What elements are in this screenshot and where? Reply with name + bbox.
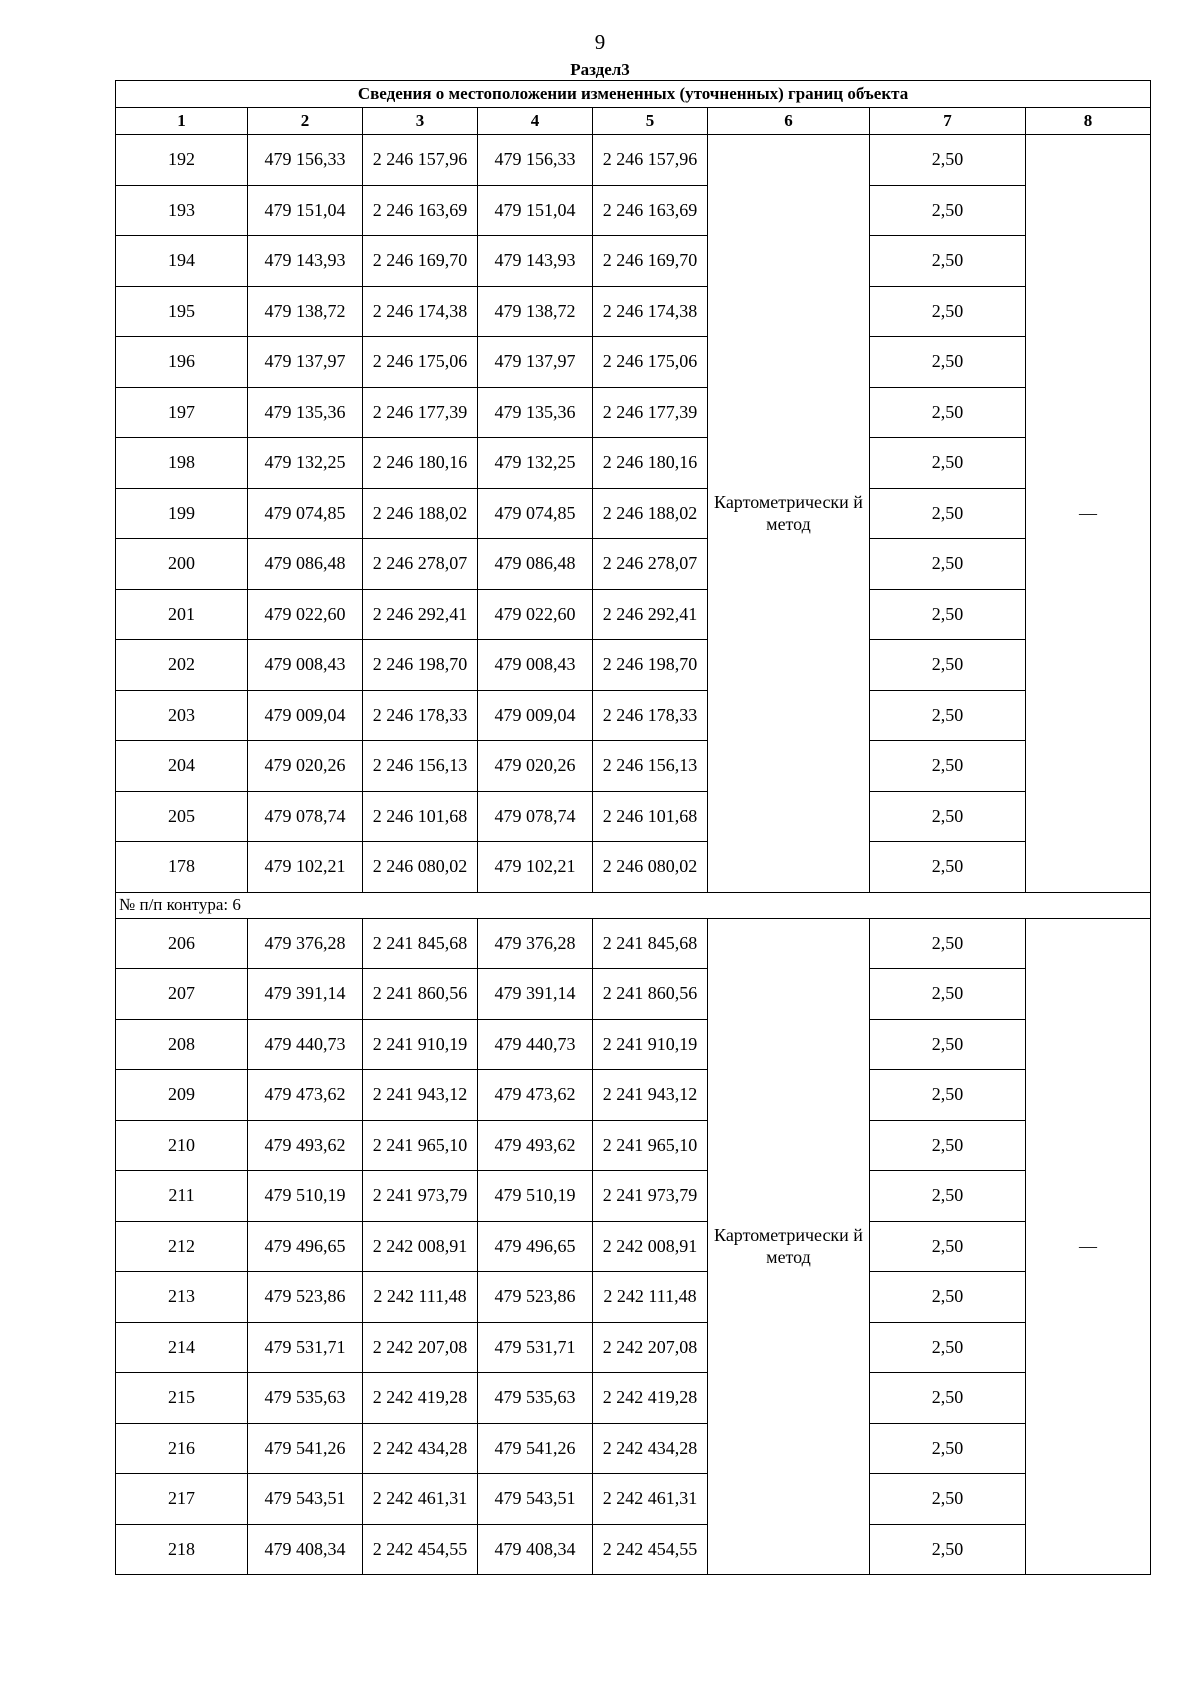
x-new: 479 086,48 [478, 539, 593, 590]
x-new: 479 132,25 [478, 438, 593, 489]
x-new: 479 151,04 [478, 185, 593, 236]
x-existing: 479 541,26 [248, 1423, 363, 1474]
column-header-6: 6 [708, 108, 870, 135]
precision-value: 2,50 [870, 1120, 1026, 1171]
precision-value: 2,50 [870, 539, 1026, 590]
y-existing: 2 241 845,68 [363, 918, 478, 969]
table-row [116, 236, 1151, 287]
table-row [116, 135, 1151, 186]
point-number: 211 [116, 1171, 248, 1222]
table-row [116, 842, 1151, 893]
y-existing: 2 242 419,28 [363, 1373, 478, 1424]
table-row [116, 1171, 1151, 1222]
table-row [116, 1474, 1151, 1525]
table-row [116, 1423, 1151, 1474]
point-number: 194 [116, 236, 248, 287]
point-number: 217 [116, 1474, 248, 1525]
precision-value: 2,50 [870, 286, 1026, 337]
y-new: 2 246 169,70 [593, 236, 708, 287]
point-number: 216 [116, 1423, 248, 1474]
y-new: 2 246 174,38 [593, 286, 708, 337]
table-row [116, 1070, 1151, 1121]
y-existing: 2 241 910,19 [363, 1019, 478, 1070]
point-number: 213 [116, 1272, 248, 1323]
point-number: 204 [116, 741, 248, 792]
x-existing: 479 531,71 [248, 1322, 363, 1373]
y-new: 2 246 188,02 [593, 488, 708, 539]
x-existing: 479 074,85 [248, 488, 363, 539]
point-number: 205 [116, 791, 248, 842]
table-row [116, 286, 1151, 337]
y-existing: 2 246 157,96 [363, 135, 478, 186]
point-number: 202 [116, 640, 248, 691]
x-new: 479 543,51 [478, 1474, 593, 1525]
table-row [116, 918, 1151, 969]
precision-value: 2,50 [870, 185, 1026, 236]
x-existing: 479 535,63 [248, 1373, 363, 1424]
precision-value: 2,50 [870, 842, 1026, 893]
column-header-2: 2 [248, 108, 363, 135]
precision-value: 2,50 [870, 488, 1026, 539]
y-existing: 2 246 169,70 [363, 236, 478, 287]
y-existing: 2 246 292,41 [363, 589, 478, 640]
point-number: 178 [116, 842, 248, 893]
x-existing: 479 493,62 [248, 1120, 363, 1171]
y-existing: 2 241 860,56 [363, 969, 478, 1020]
contour-row [116, 892, 1151, 918]
table-row [116, 741, 1151, 792]
point-number: 195 [116, 286, 248, 337]
precision-value: 2,50 [870, 791, 1026, 842]
table-row [116, 791, 1151, 842]
precision-value: 2,50 [870, 969, 1026, 1020]
precision-value: 2,50 [870, 589, 1026, 640]
x-new: 479 137,97 [478, 337, 593, 388]
y-existing: 2 246 080,02 [363, 842, 478, 893]
page-number: 9 [594, 30, 606, 54]
y-new: 2 246 177,39 [593, 387, 708, 438]
x-new: 479 143,93 [478, 236, 593, 287]
y-existing: 2 246 175,06 [363, 337, 478, 388]
y-new: 2 241 965,10 [593, 1120, 708, 1171]
point-number: 214 [116, 1322, 248, 1373]
point-number: 208 [116, 1019, 248, 1070]
precision-value: 2,50 [870, 135, 1026, 186]
x-new: 479 009,04 [478, 690, 593, 741]
precision-value: 2,50 [870, 1272, 1026, 1323]
x-new: 479 473,62 [478, 1070, 593, 1121]
x-existing: 479 408,34 [248, 1524, 363, 1575]
table-body [116, 135, 1151, 1575]
x-new: 479 531,71 [478, 1322, 593, 1373]
point-number: 192 [116, 135, 248, 186]
table-row [116, 539, 1151, 590]
precision-value: 2,50 [870, 1322, 1026, 1373]
precision-value: 2,50 [870, 690, 1026, 741]
table-row [116, 969, 1151, 1020]
table-row [116, 690, 1151, 741]
table-row [116, 1524, 1151, 1575]
column-header-row [116, 108, 1151, 135]
point-number: 207 [116, 969, 248, 1020]
y-new: 2 242 207,08 [593, 1322, 708, 1373]
point-number: 215 [116, 1373, 248, 1424]
y-new: 2 246 292,41 [593, 589, 708, 640]
x-existing: 479 086,48 [248, 539, 363, 590]
x-existing: 479 009,04 [248, 690, 363, 741]
x-existing: 479 022,60 [248, 589, 363, 640]
y-new: 2 241 943,12 [593, 1070, 708, 1121]
table-row [116, 1221, 1151, 1272]
table-row [116, 589, 1151, 640]
y-existing: 2 246 174,38 [363, 286, 478, 337]
precision-value: 2,50 [870, 1524, 1026, 1575]
y-new: 2 246 175,06 [593, 337, 708, 388]
y-new: 2 246 278,07 [593, 539, 708, 590]
x-existing: 479 151,04 [248, 185, 363, 236]
point-number: 218 [116, 1524, 248, 1575]
column-8-cell: — [1026, 918, 1151, 1575]
point-number: 203 [116, 690, 248, 741]
precision-value: 2,50 [870, 918, 1026, 969]
precision-value: 2,50 [870, 438, 1026, 489]
column-header-4: 4 [478, 108, 593, 135]
x-new: 479 022,60 [478, 589, 593, 640]
x-existing: 479 143,93 [248, 236, 363, 287]
y-new: 2 242 419,28 [593, 1373, 708, 1424]
table-row [116, 438, 1151, 489]
x-new: 479 020,26 [478, 741, 593, 792]
x-existing: 479 496,65 [248, 1221, 363, 1272]
x-new: 479 074,85 [478, 488, 593, 539]
precision-value: 2,50 [870, 640, 1026, 691]
point-number: 200 [116, 539, 248, 590]
y-new: 2 241 845,68 [593, 918, 708, 969]
y-new: 2 246 163,69 [593, 185, 708, 236]
method-cell: Картометрически й метод [708, 135, 870, 893]
y-existing: 2 246 178,33 [363, 690, 478, 741]
x-new: 479 102,21 [478, 842, 593, 893]
point-number: 201 [116, 589, 248, 640]
coordinates-table [115, 80, 1151, 1575]
x-existing: 479 391,14 [248, 969, 363, 1020]
column-header-1: 1 [116, 108, 248, 135]
y-new: 2 242 008,91 [593, 1221, 708, 1272]
y-existing: 2 241 973,79 [363, 1171, 478, 1222]
y-existing: 2 246 101,68 [363, 791, 478, 842]
x-new: 479 138,72 [478, 286, 593, 337]
column-header-3: 3 [363, 108, 478, 135]
table-row [116, 640, 1151, 691]
y-new: 2 242 434,28 [593, 1423, 708, 1474]
x-new: 479 008,43 [478, 640, 593, 691]
y-new: 2 246 198,70 [593, 640, 708, 691]
column-8-cell: — [1026, 135, 1151, 893]
point-number: 196 [116, 337, 248, 388]
precision-value: 2,50 [870, 1423, 1026, 1474]
y-existing: 2 242 111,48 [363, 1272, 478, 1323]
y-new: 2 246 156,13 [593, 741, 708, 792]
precision-value: 2,50 [870, 741, 1026, 792]
y-new: 2 246 180,16 [593, 438, 708, 489]
y-new: 2 246 101,68 [593, 791, 708, 842]
y-existing: 2 246 188,02 [363, 488, 478, 539]
table-row [116, 1272, 1151, 1323]
y-existing: 2 242 434,28 [363, 1423, 478, 1474]
x-new: 479 391,14 [478, 969, 593, 1020]
x-existing: 479 156,33 [248, 135, 363, 186]
y-existing: 2 242 207,08 [363, 1322, 478, 1373]
x-new: 479 408,34 [478, 1524, 593, 1575]
x-existing: 479 138,72 [248, 286, 363, 337]
x-new: 479 493,62 [478, 1120, 593, 1171]
point-number: 197 [116, 387, 248, 438]
table-row [116, 1019, 1151, 1070]
point-number: 206 [116, 918, 248, 969]
point-number: 199 [116, 488, 248, 539]
x-existing: 479 510,19 [248, 1171, 363, 1222]
x-new: 479 440,73 [478, 1019, 593, 1070]
precision-value: 2,50 [870, 1373, 1026, 1424]
point-number: 210 [116, 1120, 248, 1171]
column-header-5: 5 [593, 108, 708, 135]
table-row [116, 1373, 1151, 1424]
table-row [116, 488, 1151, 539]
x-new: 479 510,19 [478, 1171, 593, 1222]
table-row [116, 1120, 1151, 1171]
table-row [116, 387, 1151, 438]
x-existing: 479 020,26 [248, 741, 363, 792]
y-new: 2 246 157,96 [593, 135, 708, 186]
x-existing: 479 135,36 [248, 387, 363, 438]
point-number: 193 [116, 185, 248, 236]
y-existing: 2 242 454,55 [363, 1524, 478, 1575]
precision-value: 2,50 [870, 1221, 1026, 1272]
x-new: 479 078,74 [478, 791, 593, 842]
y-existing: 2 246 180,16 [363, 438, 478, 489]
y-new: 2 242 454,55 [593, 1524, 708, 1575]
column-header-7: 7 [870, 108, 1026, 135]
y-existing: 2 241 943,12 [363, 1070, 478, 1121]
y-new: 2 241 973,79 [593, 1171, 708, 1222]
y-existing: 2 242 008,91 [363, 1221, 478, 1272]
x-existing: 479 440,73 [248, 1019, 363, 1070]
x-new: 479 535,63 [478, 1373, 593, 1424]
precision-value: 2,50 [870, 1070, 1026, 1121]
precision-value: 2,50 [870, 236, 1026, 287]
x-existing: 479 543,51 [248, 1474, 363, 1525]
x-new: 479 496,65 [478, 1221, 593, 1272]
x-new: 479 523,86 [478, 1272, 593, 1323]
x-existing: 479 523,86 [248, 1272, 363, 1323]
point-number: 212 [116, 1221, 248, 1272]
x-existing: 479 102,21 [248, 842, 363, 893]
x-existing: 479 078,74 [248, 791, 363, 842]
point-number: 198 [116, 438, 248, 489]
precision-value: 2,50 [870, 337, 1026, 388]
contour-label: № п/п контура: 6 [116, 892, 1151, 918]
x-new: 479 156,33 [478, 135, 593, 186]
section-title: Раздел3 [570, 60, 630, 79]
y-existing: 2 246 177,39 [363, 387, 478, 438]
x-existing: 479 137,97 [248, 337, 363, 388]
point-number: 209 [116, 1070, 248, 1121]
x-new: 479 541,26 [478, 1423, 593, 1474]
y-new: 2 241 910,19 [593, 1019, 708, 1070]
y-new: 2 242 461,31 [593, 1474, 708, 1525]
precision-value: 2,50 [870, 1474, 1026, 1525]
method-cell: Картометрически й метод [708, 918, 870, 1575]
y-new: 2 242 111,48 [593, 1272, 708, 1323]
x-existing: 479 376,28 [248, 918, 363, 969]
y-existing: 2 246 278,07 [363, 539, 478, 590]
y-existing: 2 241 965,10 [363, 1120, 478, 1171]
precision-value: 2,50 [870, 1171, 1026, 1222]
table-row [116, 337, 1151, 388]
y-new: 2 241 860,56 [593, 969, 708, 1020]
table-title: Сведения о местоположении измененных (уточненных) границ объекта [116, 81, 1151, 108]
x-new: 479 135,36 [478, 387, 593, 438]
table-row [116, 185, 1151, 236]
y-existing: 2 246 198,70 [363, 640, 478, 691]
precision-value: 2,50 [870, 387, 1026, 438]
x-existing: 479 473,62 [248, 1070, 363, 1121]
y-existing: 2 242 461,31 [363, 1474, 478, 1525]
y-existing: 2 246 163,69 [363, 185, 478, 236]
y-new: 2 246 178,33 [593, 690, 708, 741]
x-existing: 479 008,43 [248, 640, 363, 691]
column-header-8: 8 [1026, 108, 1151, 135]
x-new: 479 376,28 [478, 918, 593, 969]
y-new: 2 246 080,02 [593, 842, 708, 893]
precision-value: 2,50 [870, 1019, 1026, 1070]
table-row [116, 1322, 1151, 1373]
x-existing: 479 132,25 [248, 438, 363, 489]
y-existing: 2 246 156,13 [363, 741, 478, 792]
